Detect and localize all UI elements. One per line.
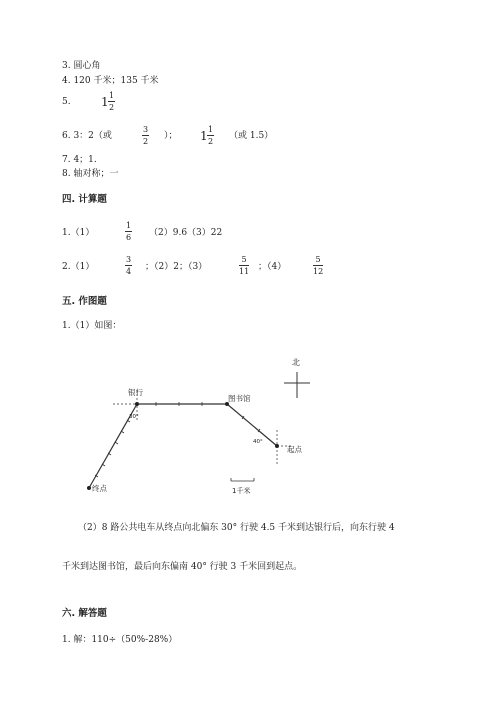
scale-bar — [231, 478, 254, 481]
scale-label: 1千米 — [232, 487, 251, 495]
answer-5-whole: 1 — [101, 95, 109, 109]
fraction-numerator: 3 — [143, 125, 149, 134]
fraction-denominator: 12 — [313, 267, 324, 276]
answer-4: 4. 120 千米；135 千米 — [62, 76, 159, 86]
fraction-numerator: 3 — [126, 255, 132, 264]
start-label: 起点 — [287, 445, 302, 454]
answer-5-prefix: 5. — [62, 97, 71, 107]
fraction-denominator: 6 — [126, 233, 132, 242]
answer-6-fraction-1 — [142, 126, 149, 146]
answer-8: 8. 轴对称；一 — [62, 169, 119, 179]
calc-2-fraction-2 — [239, 256, 249, 276]
drawing-q2-line-2: 千米到达图书馆，最后向东偏南 40° 行驶 3 千米回到起点。 — [62, 562, 303, 572]
fraction-denominator: 2 — [143, 137, 149, 146]
reference-lines — [113, 390, 292, 466]
calc-2-fraction-3 — [313, 256, 323, 276]
fraction-numerator: 1 — [208, 125, 214, 134]
drawing-q2-line-1: （2）8 路公共电车从终点向北偏东 30° 行驶 4.5 千米到达银行后，向东行驶 4 — [78, 523, 395, 533]
fraction-numerator: 1 — [109, 91, 115, 100]
calc-2-prefix: 2.（1） — [62, 262, 95, 272]
fraction-numerator: 5 — [239, 256, 249, 266]
answer-6-whole: 1 — [200, 129, 208, 143]
end-label: 终点 — [92, 484, 107, 493]
calc-2-mid-1: ；（2）2；（3） — [145, 262, 208, 272]
solution-1: 1. 解：110÷（50%-28%） — [62, 635, 178, 645]
answer-3: 3. 圆心角 — [62, 61, 101, 71]
calc-1-suffix: （2）9.6（3）22 — [149, 228, 223, 238]
angle-30-label: 30° — [129, 414, 139, 420]
answer-6-prefix: 6. 3：2（或 — [62, 131, 112, 141]
library-label: 图书馆 — [228, 394, 251, 403]
start-point — [275, 444, 279, 448]
answer-6-fraction-2 — [207, 126, 214, 146]
route-ticks — [95, 402, 260, 477]
answer-7: 7. 4；1. — [62, 155, 97, 165]
calc-1-fraction — [125, 222, 132, 242]
calc-2-fraction-1 — [125, 256, 132, 276]
route-path — [89, 404, 277, 488]
fraction-denominator: 2 — [109, 103, 115, 112]
angle-40-label: 40° — [253, 439, 263, 445]
bank-label: 银行 — [128, 388, 143, 397]
answer-5-fraction — [108, 92, 115, 112]
section-6-title: 六. 解答题 — [62, 608, 107, 619]
answer-6-suffix: （或 1.5） — [229, 131, 274, 141]
bank-point — [135, 402, 139, 406]
fraction-denominator: 11 — [239, 267, 250, 276]
fraction-denominator: 4 — [126, 267, 132, 276]
calc-2-mid-2: ；（4） — [258, 262, 287, 272]
section-4-title: 四. 计算题 — [62, 194, 107, 205]
drawing-q1-label: 1.（1）如图： — [62, 321, 122, 331]
section-5-title: 五. 作图题 — [62, 296, 107, 307]
compass-icon — [284, 372, 310, 398]
fraction-numerator: 1 — [126, 221, 132, 230]
end-point — [87, 486, 91, 490]
fraction-numerator: 5 — [313, 256, 323, 266]
route-diagram — [80, 350, 320, 500]
fraction-denominator: 2 — [208, 137, 214, 146]
calc-1-prefix: 1.（1） — [62, 228, 95, 238]
answer-6-mid: ）； — [164, 131, 178, 141]
north-label: 北 — [292, 358, 300, 367]
